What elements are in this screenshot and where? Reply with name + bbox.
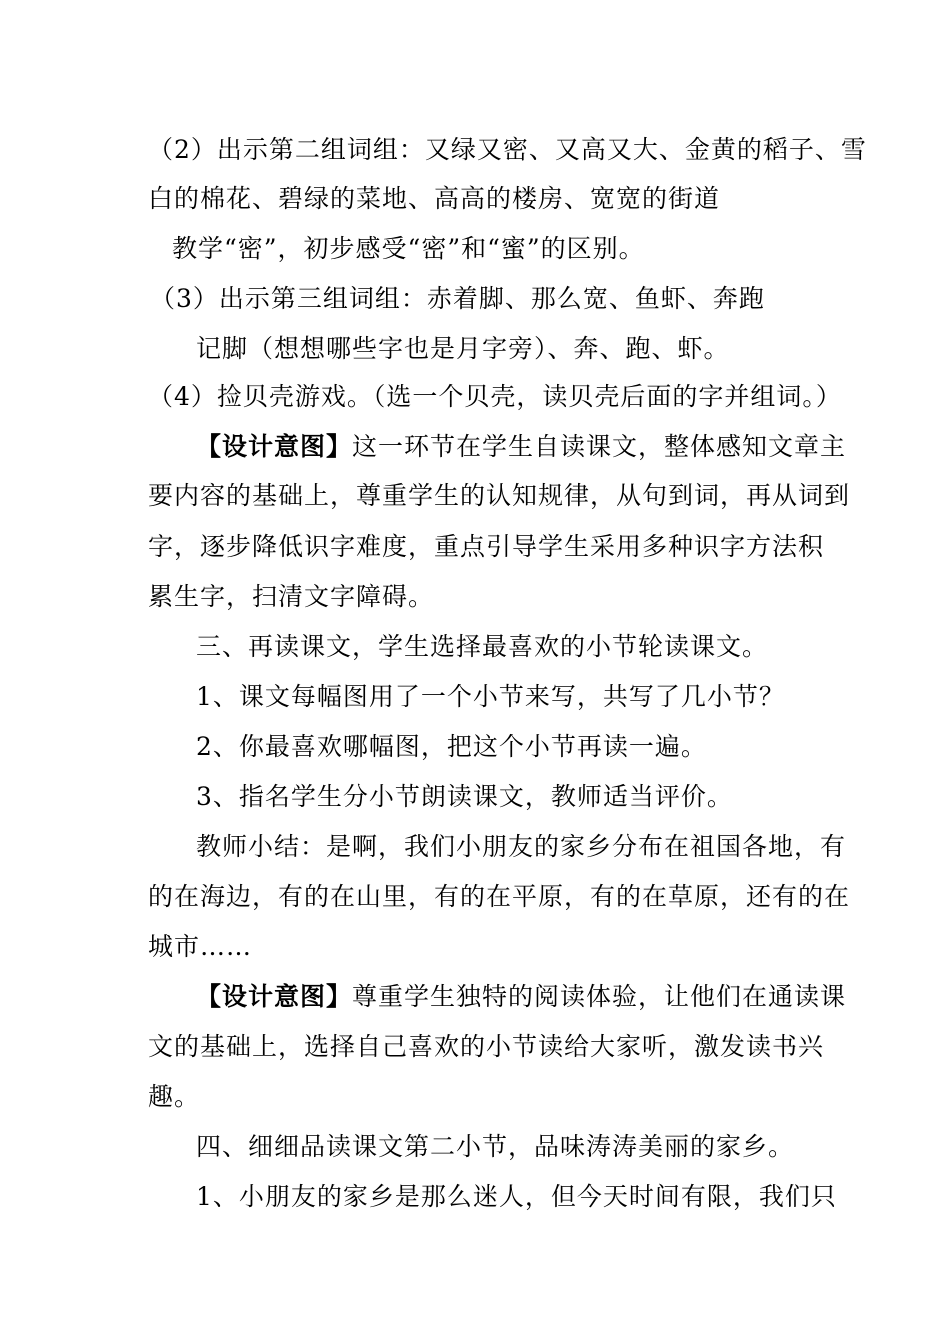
paragraph-line <box>172 232 832 266</box>
line-text: 2、你最喜欢哪幅图，把这个小节再读一遍。 <box>196 732 707 761</box>
line-text: 要内容的基础上，尊重学生的认知规律，从句到词，再从词到 <box>148 481 851 510</box>
paragraph-line <box>148 182 808 216</box>
paragraph-line <box>148 530 825 564</box>
paragraph-line <box>148 880 851 914</box>
line-text: 城市…… <box>148 932 253 961</box>
line-text: 1、小朋友的家乡是那么迷人，但今天时间有限，我们只 <box>196 1182 837 1211</box>
line-text: 字，逐步降低识字难度，重点引导学生采用多种识字方法积 <box>148 532 825 561</box>
line-text: 白的棉花、碧绿的菜地、高高的楼房、宽宽的街道 <box>148 184 721 213</box>
design-intent-label: 【设计意图】 <box>196 432 353 461</box>
line-text: （4）捡贝壳游戏。（选一个贝壳，读贝壳后面的字并组词。） <box>148 382 842 411</box>
paragraph-line <box>196 680 856 714</box>
line-text: 1、课文每幅图用了一个小节来写，共写了几小节？ <box>196 682 785 711</box>
line-text: 文的基础上，选择自己喜欢的小节读给大家听，激发读书兴 <box>148 1032 825 1061</box>
paragraph-line <box>196 1130 856 1164</box>
paragraph-line <box>148 1080 808 1114</box>
paragraph-line <box>148 580 808 614</box>
paragraph-line <box>148 1030 825 1064</box>
paragraph-line <box>196 830 856 864</box>
line-text: 尊重学生独特的阅读体验，让他们在通读课 <box>352 982 847 1011</box>
line-text: 这一环节在学生自读课文，整体感知文章主 <box>352 432 847 461</box>
line-text: （3）出示第三组词组：赤着脚、那么宽、鱼虾、奔跑 <box>150 284 765 313</box>
paragraph-line <box>148 380 842 414</box>
paragraph-line <box>148 133 867 167</box>
paragraph-line <box>196 630 856 664</box>
paragraph-line <box>196 332 856 366</box>
paragraph-line <box>150 282 810 316</box>
paragraph-line <box>196 430 856 464</box>
line-text: 三、再读课文，学生选择最喜欢的小节轮读课文。 <box>196 632 769 661</box>
line-text: 教师小结：是啊，我们小朋友的家乡分布在祖国各地，有 <box>196 832 847 861</box>
line-text: 四、细细品读课文第二小节，品味涛涛美丽的家乡。 <box>196 1132 795 1161</box>
paragraph-line <box>148 479 851 513</box>
line-text: 记脚（想想哪些字也是月字旁）、奔、跑、虾。 <box>196 334 730 363</box>
paragraph-line <box>196 980 856 1014</box>
design-intent-label: 【设计意图】 <box>196 982 353 1011</box>
paragraph-line <box>196 730 856 764</box>
line-text: 累生字，扫清文字障碍。 <box>148 582 435 611</box>
paragraph-line <box>196 1180 856 1214</box>
line-text: 趣。 <box>148 1082 201 1111</box>
line-text: 教学“密”，初步感受“密”和“蜜”的区别。 <box>172 234 645 263</box>
paragraph-line <box>196 780 856 814</box>
line-text: 的在海边，有的在山里，有的在平原，有的在草原，还有的在 <box>148 882 851 911</box>
line-text: 3、指名学生分小节朗读课文，教师适当评价。 <box>196 782 733 811</box>
line-text: （2）出示第二组词组：又绿又密、又高又大、金黄的稻子、雪 <box>148 135 867 164</box>
paragraph-line <box>148 930 808 964</box>
